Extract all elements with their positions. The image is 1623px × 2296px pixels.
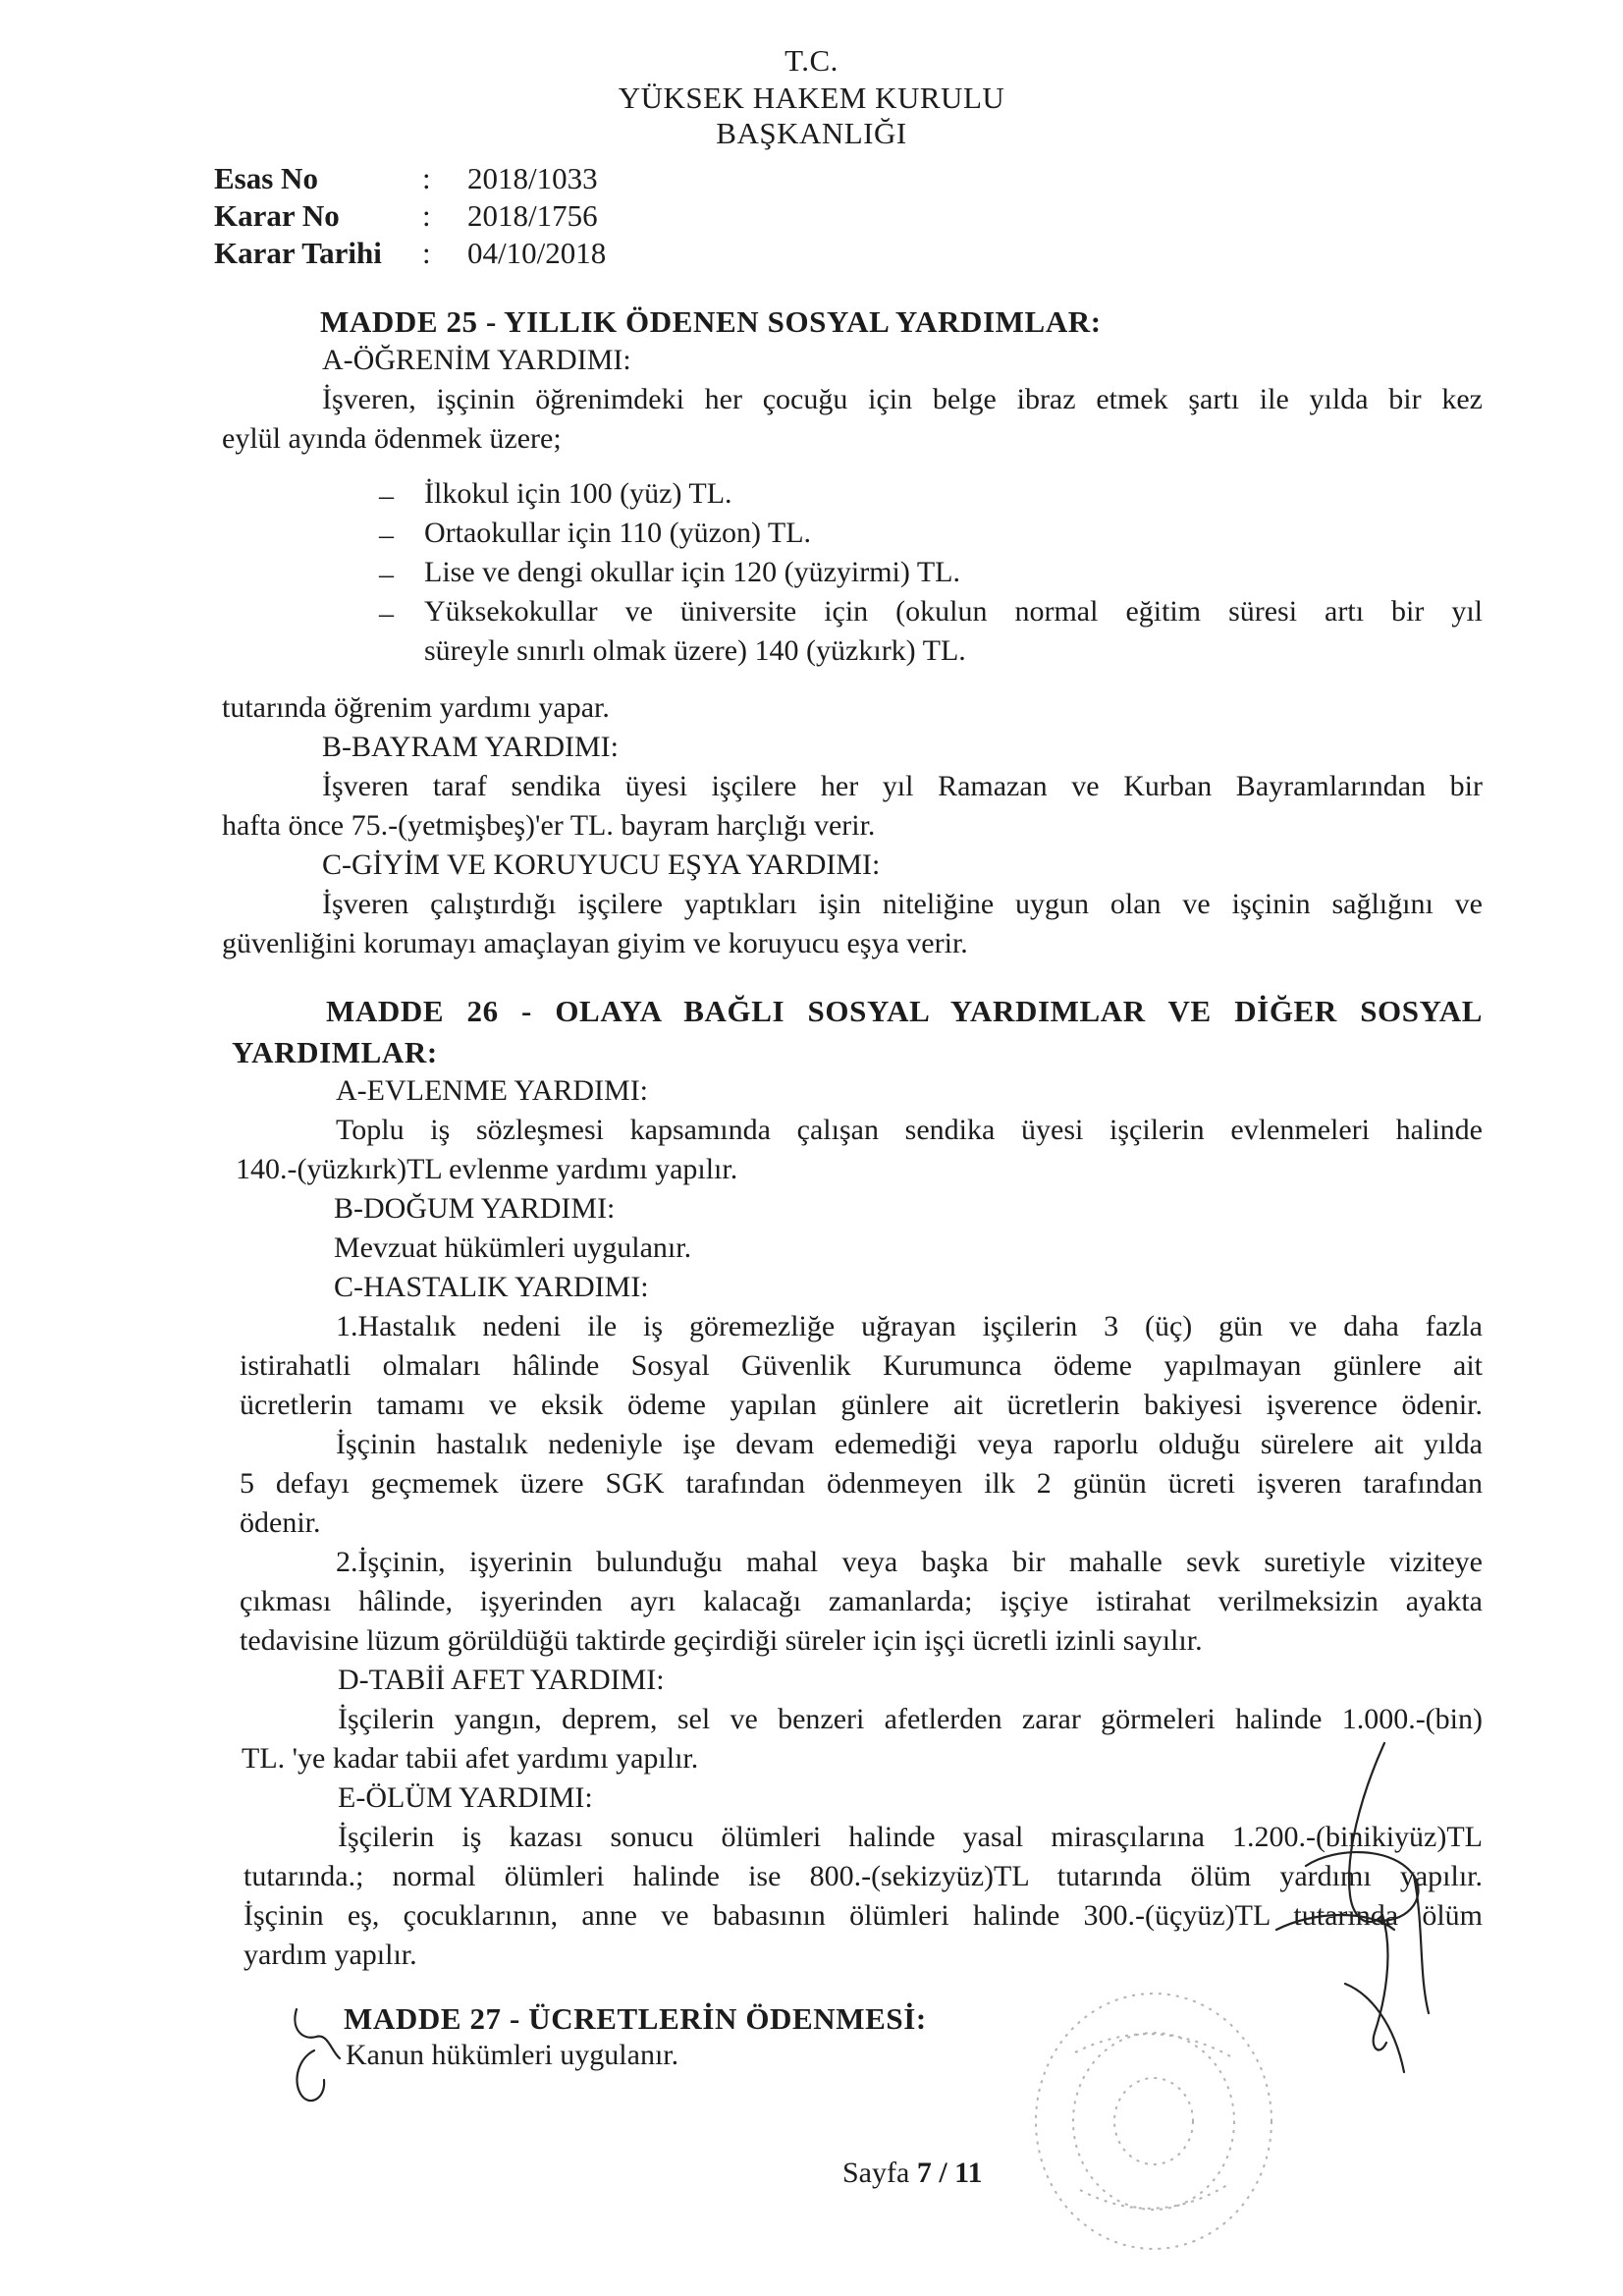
article-25-c-line1: İşveren çalıştırdığı işçilere yaptıkları işin niteliğine uygun olan ve işçinin sağlığını ve — [322, 888, 1483, 920]
list-item: Ortaokullar için 110 (yüzon) TL. — [424, 517, 812, 549]
meta-colon: : — [422, 161, 431, 195]
meta-label-esas: Esas No — [214, 161, 318, 195]
header-tc: T.C. — [784, 43, 839, 78]
article-26-c1-line2: istirahatli olmaları hâlinde Sosyal Güvenlik Kurumunca ödeme yapılmayan günlere ait — [240, 1349, 1483, 1382]
article-26-e-title: E-ÖLÜM YARDIMI: — [338, 1781, 593, 1814]
list-item: İlkokul için 100 (yüz) TL. — [424, 477, 732, 510]
article-26-c-title: C-HASTALIK YARDIMI: — [334, 1271, 649, 1303]
official-seal-icon — [1036, 1994, 1271, 2249]
article-26-e-line1: İşçilerin iş kazası sonucu ölümleri halinde yasal mirasçılarına 1.200.-(binikiyüz)TL — [338, 1821, 1483, 1853]
article-27-heading: MADDE 27 - ÜCRETLERİN ÖDENMESİ: — [344, 2001, 927, 2036]
article-25-heading: MADDE 25 - YILLIK ÖDENEN SOSYAL YARDIMLAR: — [320, 304, 1102, 339]
article-26-d-line1: İşçilerin yangın, deprem, sel ve benzeri afetlerden zarar görmeleri halinde 1.000.-(bin) — [338, 1703, 1483, 1735]
article-26-heading: MADDE 26 - OLAYA BAĞLI SOSYAL YARDIMLAR VE DİĞER SOSYAL — [326, 994, 1483, 1028]
meta-label-tarih: Karar Tarihi — [214, 236, 382, 270]
article-26-c1b-line2: 5 defayı geçmemek üzere SGK tarafından ödenmeyen ilk 2 günün ücreti işveren tarafından — [240, 1467, 1483, 1500]
article-26-c2-line3: tedavisine lüzum görüldüğü taktirde geçirdiği süreler için işçi ücretli izinli sayılır. — [240, 1624, 1203, 1657]
bullet-dash: – — [379, 558, 394, 590]
article-26-e-line3: İşçinin eş, çocuklarının, anne ve babasının ölümleri halinde 300.-(üçyüz)TL tutarında ölüm — [243, 1899, 1483, 1932]
article-26-b-line1: Mevzuat hükümleri uygulanır. — [334, 1231, 692, 1264]
article-26-c1-line3: ücretlerin tamamı ve eksik ödeme yapılan günlere ait ücretlerin bakiyesi işverence ödenir. — [240, 1389, 1483, 1421]
meta-label-karar: Karar No — [214, 198, 340, 233]
article-25-a-close: tutarında öğrenim yardımı yapar. — [222, 691, 610, 724]
article-26-heading-cont: YARDIMLAR: — [232, 1035, 438, 1069]
page-total: 11 — [954, 2157, 983, 2189]
article-26-c2-line1: 2.İşçinin, işyerinin bulunduğu mahal veya başka bir mahalle sevk suretiyle viziteye — [336, 1546, 1483, 1578]
article-26-b-title: B-DOĞUM YARDIMI: — [334, 1192, 616, 1225]
meta-value-esas: 2018/1033 — [467, 161, 598, 195]
article-26-c1b-line1: İşçinin hastalık nedeniyle işe devam edemediği veya raporlu olduğu sürelere ait yılda — [336, 1428, 1483, 1460]
meta-value-karar: 2018/1756 — [467, 198, 598, 233]
article-26-c1-line1: 1.Hastalık nedeni ile iş göremezliğe uğrayan işçilerin 3 (üç) gün ve daha fazla — [336, 1310, 1483, 1342]
article-26-a-title: A-EVLENME YARDIMI: — [336, 1074, 649, 1107]
list-item-continuation: süreyle sınırlı olmak üzere) 140 (yüzkırk) TL. — [424, 634, 966, 667]
meta-value-tarih: 04/10/2018 — [467, 236, 607, 270]
article-26-a-line1: Toplu iş sözleşmesi kapsamında çalışan sendika üyesi işçilerin evlenmeleri halinde — [336, 1114, 1483, 1146]
header-department: BAŞKANLIĞI — [716, 116, 907, 150]
bullet-dash: – — [379, 519, 394, 551]
article-26-c2-line2: çıkması hâlinde, işyerinden ayrı kalacağı zamanlarda; işçiye istirahat verilmeksizin ayakta — [240, 1585, 1483, 1617]
initial-mark-icon — [295, 2009, 340, 2101]
article-25-b-line2: hafta önce 75.-(yetmişbeş)'er TL. bayram harçlığı verir. — [222, 809, 876, 842]
list-item: Lise ve dengi okullar için 120 (yüzyirmi) TL. — [424, 556, 960, 588]
bullet-dash: – — [379, 479, 394, 512]
article-26-e-line4: yardım yapılır. — [243, 1939, 417, 1971]
page-separator: / — [939, 2157, 947, 2189]
bullet-dash: – — [379, 597, 394, 629]
header-institution: YÜKSEK HAKEM KURULU — [618, 81, 1005, 115]
article-25-c-line2: güvenliğini korumayı amaçlayan giyim ve koruyucu eşya verir. — [222, 927, 968, 959]
article-25-b-title: B-BAYRAM YARDIMI: — [322, 731, 619, 763]
article-26-d-line2: TL. 'ye kadar tabii afet yardımı yapılır. — [242, 1742, 699, 1775]
page-current: 7 — [916, 2157, 932, 2189]
article-25-a-title: A-ÖĞRENİM YARDIMI: — [322, 344, 631, 376]
meta-colon: : — [422, 198, 431, 233]
list-item: Yüksekokullar ve üniversite için (okulun normal eğitim süresi artı bir yıl — [424, 595, 1483, 628]
article-25-a-line1: İşveren, işçinin öğrenimdeki her çocuğu için belge ibraz etmek şartı ile yılda bir kez — [322, 383, 1483, 415]
article-27-line1: Kanun hükümleri uygulanır. — [346, 2039, 679, 2071]
article-26-a-line2: 140.-(yüzkırk)TL evlenme yardımı yapılır. — [236, 1153, 738, 1185]
article-25-b-line1: İşveren taraf sendika üyesi işçilere her yıl Ramazan ve Kurban Bayramlarından bir — [322, 770, 1483, 802]
article-26-d-title: D-TABİİ AFET YARDIMI: — [338, 1664, 665, 1696]
article-26-e-line2: tutarında.; normal ölümleri halinde ise 800.-(sekizyüz)TL tutarında ölüm yardımı yapılır. — [243, 1860, 1483, 1892]
article-26-c1b-line3: ödenir. — [240, 1506, 321, 1539]
signature-icon — [1276, 1743, 1429, 2072]
page-prefix: Sayfa — [842, 2157, 910, 2189]
meta-colon: : — [422, 236, 431, 270]
article-25-c-title: C-GİYİM VE KORUYUCU EŞYA YARDIMI: — [322, 848, 881, 881]
article-25-a-line2: eylül ayında ödenmek üzere; — [222, 422, 562, 455]
